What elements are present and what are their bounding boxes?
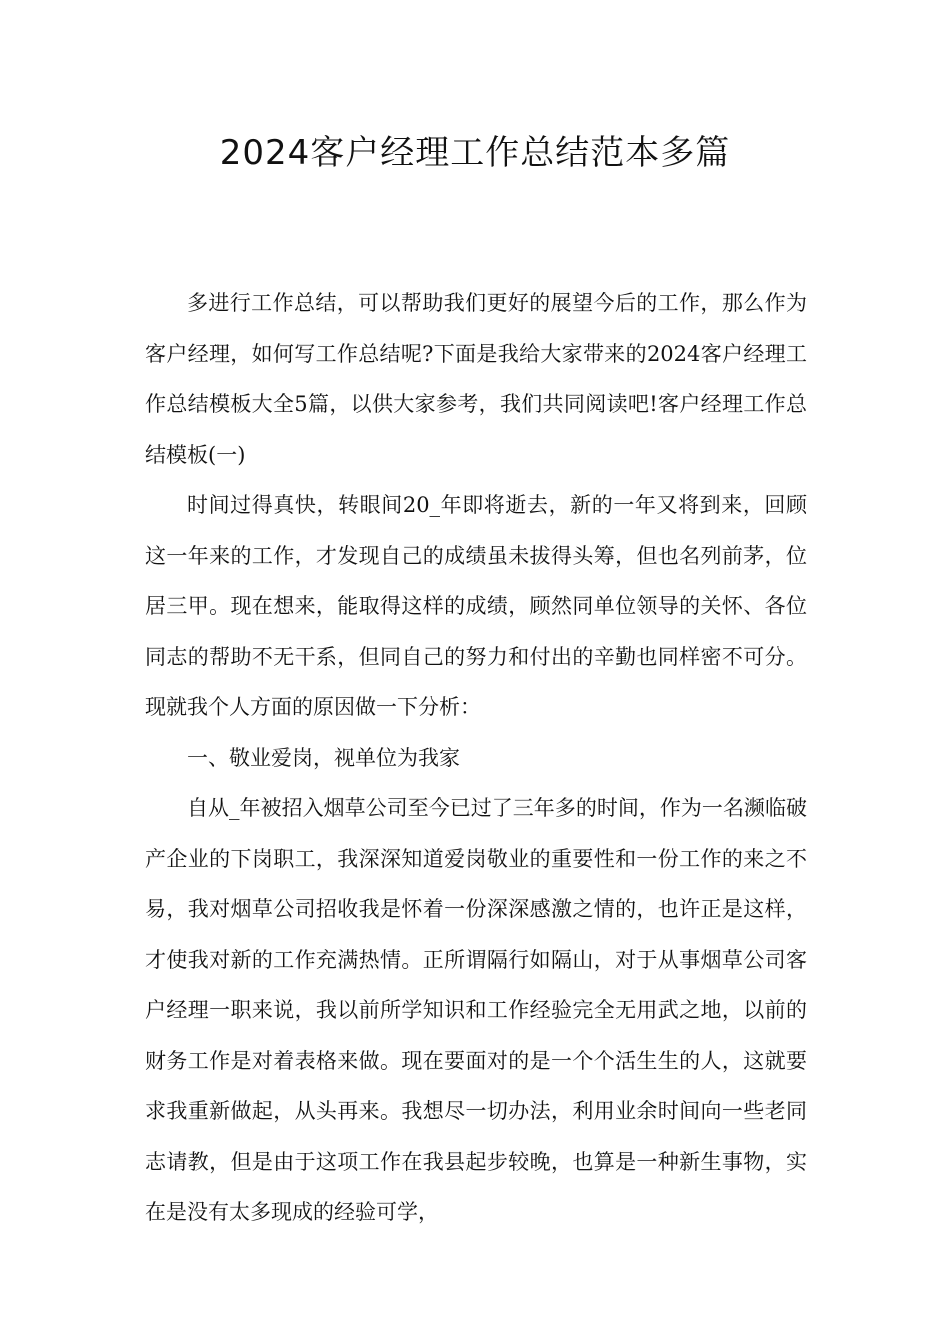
section-heading: 一、敬业爱岗，视单位为我家 bbox=[187, 745, 460, 770]
document-body bbox=[145, 278, 807, 1238]
paragraph-experience: 自从_年被招入烟草公司至今已过了三年多的时间，作为一名濒临破产企业的下岗职工，我深深知道爱岗敬业的重要性和一份工作的来之不易，我对烟草公司招收我是怀着一份深深感激之情的，也许正是这样，才使我对新的工作充满热情。正所谓隔行如隔山，对于从事烟草公司客户经理一职来说，我以前所学知识和工作经验完全无用武之地，以前的财务工作是对着表格来做。现在要面对的是一个个活生生的人，这就要求我重新做起，从头再来。我想尽一切办法，利用业余时间向一些老同志请教，但是由于这项工作在我县起步较晚，也算是一种新生事物，实在是没有太多现成的经验可学， bbox=[145, 796, 807, 1224]
paragraph-intro: 多进行工作总结，可以帮助我们更好的展望今后的工作，那么作为客户经理，如何写工作总结呢?下面是我给大家带来的2024客户经理工作总结模板大全5篇，以供大家参考，我们共同阅读吧!客户经理工作总结模板(一) bbox=[145, 291, 807, 467]
document-title: 2024客户经理工作总结范本多篇 bbox=[219, 133, 731, 173]
paragraph-review: 时间过得真快，转眼间20_年即将逝去，新的一年又将到来，回顾这一年来的工作，才发现自己的成绩虽未拔得头筹，但也名列前茅，位居三甲。现在想来，能取得这样的成绩，顾然同单位领导的关怀、各位同志的帮助不无干系，但同自己的努力和付出的辛勤也同样密不可分。现就我个人方面的原因做一下分析： bbox=[145, 493, 807, 719]
